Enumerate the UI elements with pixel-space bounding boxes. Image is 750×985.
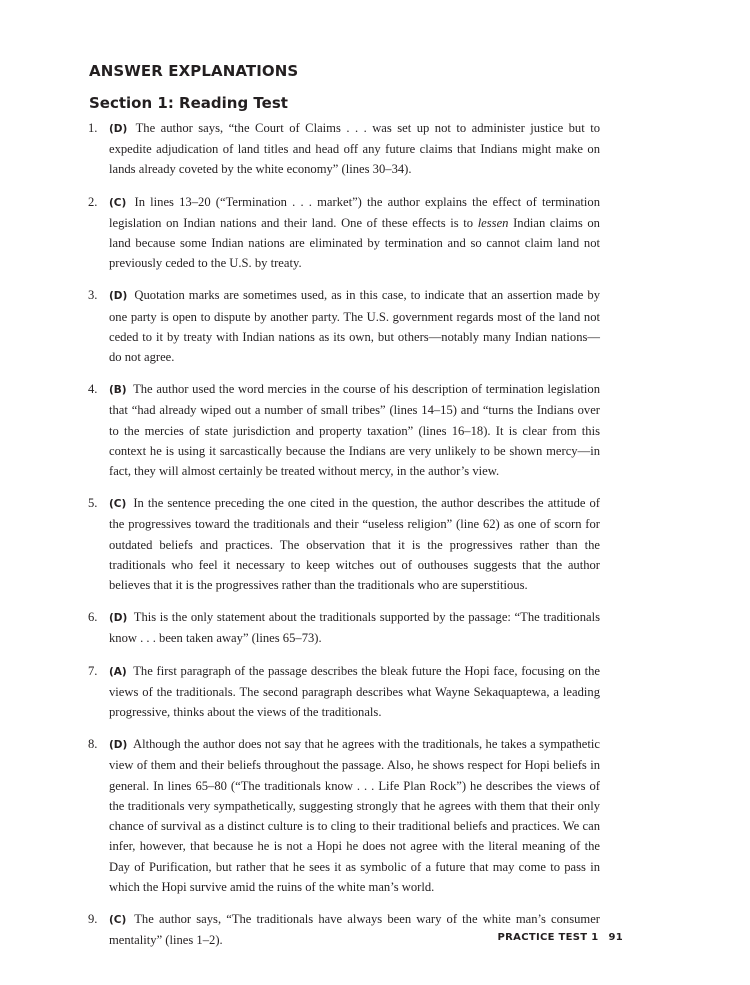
page-number: 91 [608,932,623,943]
answer-item-1 [88,118,600,180]
answer-number: 1. [88,121,98,135]
answer-text: Although the author does not say that he agrees with the traditionals, he takes a sympathetic view of them and their beliefs throughout the passage. Also, he shows respect for Hopi beliefs in general. In lines 65–80 (“The traditionals know . . . Life Plan Rock”) he describes the views of the traditionals very sympathetically, suggesting strongly that he agrees with them that their only chance of survival as a distinct culture is to cling to their traditional beliefs and practices. We can infer, however, that because he is not a Hopi he does not agree with the literal meaning of the Day of Purification, but rather that he sees it as symbolic of a future that may come to pass in which the Hopi survive amid the ruins of the white man’s world. [109,737,600,894]
answer-item-7 [88,661,600,723]
answer-number: 5. [88,496,98,511]
answer-letter: (B) [109,384,127,397]
answer-letter: (D) [109,739,128,752]
answer-letter: (C) [109,913,127,926]
footer-label: PRACTICE TEST 1 [497,932,599,943]
page-title: ANSWER EXPLANATIONS [89,62,299,80]
answer-text: Quotation marks are sometimes used, as in this case, to indicate that an assertion made by one party is open to dispute by another party. The U.S. government regards most of the land not ceded to it by treaty with Indian nations as its own, but others—notably many Indian nations—do not agree. [109,288,600,365]
page-footer [498,932,623,943]
answer-item-3 [88,285,600,367]
answer-number: 6. [88,610,98,625]
answer-number: 8. [88,737,98,752]
answer-number: 4. [88,382,98,397]
answer-text: In the sentence preceding the one cited in the question, the author describes the attitude of the progressives toward the traditionals and their “useless religion” (line 62) as one of scorn for outdated beliefs and practices. The observation that it is the progressives rather than the traditionals who feel it necessary to keep witches out of outhouses suggests that the author believes that it is the progressives rather than the traditionals who are superstitious. [109,496,600,593]
answer-letter: (D) [109,612,128,625]
answer-item-6 [88,607,600,648]
answer-text: Indian claims on land because some Indian nations are eliminated by termination and so cannot claim land not previously ceded to the U.S. by treaty. [109,215,600,271]
answer-list [88,118,600,962]
answer-item-9 [88,909,600,950]
answer-number: 3. [88,288,98,303]
answer-number: 7. [88,663,98,678]
answer-item-2 [88,192,600,274]
answer-item-4 [88,379,600,481]
answer-text: The author says, “The traditionals have always been wary of the white man’s consumer mentality” (lines 1–2). [109,911,600,948]
answer-letter: (C) [109,196,127,209]
answer-item-8 [88,734,600,897]
answer-letter: (C) [109,498,127,511]
answer-text: In lines 13–20 (“Termination . . . market”) the author explains the effect of termination legislation on Indian nations and their land. One of these effects is to [109,194,600,230]
answer-number: 2. [88,194,98,209]
answer-emphasis: lessen [477,215,509,230]
answer-letter: (D) [109,290,128,303]
answer-text: The author says, “the Court of Claims . . . was set up not to administer justice but to expedite adjudication of land titles and head off any future claims that Indians might make on lands already coveted by the white economy” (lines 30–34). [109,121,600,177]
answer-text: The first paragraph of the passage describes the bleak future the Hopi face, focusing on the views of the traditionals. The second paragraph describes what Wayne Sekaquaptewa, a leading progressive, thinks about the views of the traditionals. [109,663,600,720]
answer-text: This is the only statement about the traditionals supported by the passage: “The traditionals know . . . been taken away” (lines 65–73). [109,610,601,646]
answer-letter: (A) [109,665,127,678]
answer-text: The author used the word mercies in the course of his description of termination legislation that “had already wiped out a number of small tribes” (lines 14–15) and “turns the Indians over to the mercies of state jurisdiction and property taxation” (lines 16–18). It is clear from this context he is using it sarcastically because the Indians are very unlikely to be shown mercy—in fact, they will almost certainly be treated without mercy, in the author’s view. [109,382,600,479]
answer-number: 9. [88,911,98,926]
section-title: Section 1: Reading Test [89,94,288,112]
answer-item-5 [88,493,600,595]
answer-letter: (D) [109,123,128,135]
